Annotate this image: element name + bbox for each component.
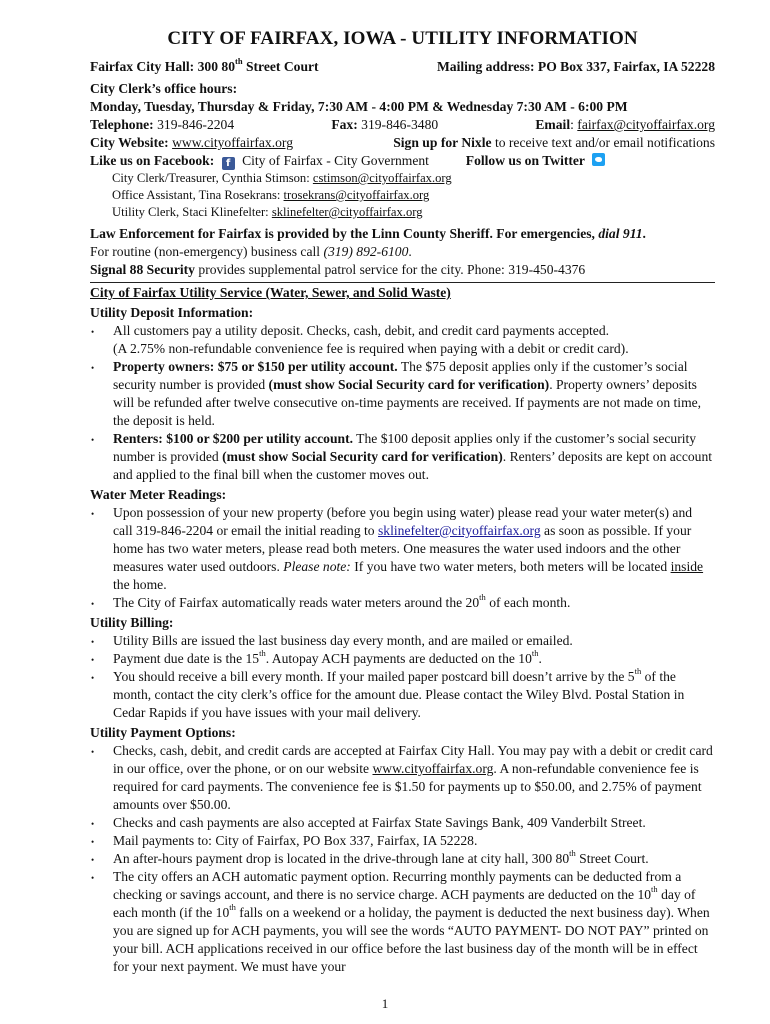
staff-item: Office Assistant, Tina Rosekrans: trosekrans@cityoffairfax.org <box>112 188 430 202</box>
nixle-signup: Sign up for Nixle <box>393 135 492 150</box>
list-item: • Mail payments to: City of Fairfax, PO Box 337, Fairfax, IA 52228. <box>90 832 715 850</box>
contact-row: Telephone: 319-846-2204 Fax: 319-846-3480 Email: fairfax@cityoffairfax.org <box>90 117 715 132</box>
page-number: 1 <box>381 996 389 1011</box>
payment-list <box>90 742 715 976</box>
billing-heading: Utility Billing: <box>90 615 174 630</box>
social-row: Like us on Facebook: f City of Fairfax - City Government Follow us on Twitter <box>90 152 715 170</box>
list-item: • Checks and cash payments are also accepted at Fairfax State Savings Bank, 409 Vanderbilt Street. <box>90 814 715 832</box>
staff-email-link[interactable]: cstimson@cityoffairfax.org <box>312 171 452 185</box>
website-row: City Website: www.cityoffairfax.org Sign up for Nixle to receive text and/or email notifications <box>90 135 715 150</box>
staff-list <box>90 170 715 221</box>
meter-heading: Water Meter Readings: <box>90 487 227 502</box>
list-item: • The city offers an ACH automatic payment option. Recurring monthly payments can be deducted from a checking or savings account, and there is no service charge. ACH payments are deducted on the 10th day of each month (if the 10th falls on a weekend or a holiday, the payment is deducted the next business day). When you are signed up for ACH payments, you will see the words “AUTO PAYMENT- DO NOT PAY” printed on your bill. ACH applications received in our office before the last business day of the month will be in effect for your next payment. We must have your <box>90 868 715 976</box>
telephone-number: 319-846-2204 <box>157 117 235 132</box>
list-item: • Utility Bills are issued the last business day every month, and are mailed or emailed. <box>90 632 715 650</box>
list-item: • Upon possession of your new property (before you begin using water) please read your water meter(s) and call 319-846-2204 or email the initial reading to sklinefelter@cityoffairfax.org as soon as possible. If your home has two water meters, please read both meters. One measures the water used indoors and the other measures water used outdoors. Please note: If you have two water meters, both meters will be located inside the home. <box>90 504 715 594</box>
document-page <box>90 28 715 976</box>
twitter-icon[interactable] <box>592 153 605 166</box>
meter-list <box>90 504 715 612</box>
list-item: • Payment due date is the 15th. Autopay ACH payments are deducted on the 10th. <box>90 650 715 668</box>
twitter-label: Follow us on Twitter <box>465 153 585 168</box>
deposit-heading: Utility Deposit Information: <box>90 305 254 320</box>
law-enforcement: Law Enforcement for Fairfax is provided by the Linn County Sheriff. For emergencies, dial 911. For routine (non-emergency) business call (319) 892-6100. Signal 88 Security provides supplemental patrol service for the city. Phone: 319-450-4376 <box>90 226 646 277</box>
list-item: • Property owners: $75 or $150 per utility account. The $75 deposit applies only if the customer’s social security number is provided (must show Social Security card for verification). Property owners’ deposits will be refunded after twelve consecutive on-time payments are received. If payments are not made on time, the deposit is held. <box>90 358 715 430</box>
service-heading: City of Fairfax Utility Service (Water, Sewer, and Solid Waste) <box>90 285 451 300</box>
office-hours-label: City Clerk’s office hours: <box>90 81 238 96</box>
mailing-address: Mailing address: PO Box 337, Fairfax, IA 52228 <box>436 59 715 74</box>
page-title: CITY OF FAIRFAX, IOWA - UTILITY INFORMATION <box>167 28 638 49</box>
office-hours-schedule: Monday, Tuesday, Thursday & Friday, 7:30 AM - 4:00 PM & Wednesday 7:30 AM - 6:00 PM <box>90 99 628 114</box>
list-item: • Checks, cash, debit, and credit cards are accepted at Fairfax City Hall. You may pay with a debit or credit card in our office, over the phone, or on our website www.cityoffairfax.org. A non-refundable convenience fee is required for card payments. The convenience fee is $1.50 for payments up to $50.00, and 2.75% of payment amounts over $50.00. <box>90 742 715 814</box>
payment-heading: Utility Payment Options: <box>90 725 236 740</box>
fax-number: 319-846-3480 <box>361 117 439 132</box>
facebook-page-name: City of Fairfax - City Government <box>242 153 429 168</box>
address-row <box>90 58 715 76</box>
staff-email-link[interactable]: trosekrans@cityoffairfax.org <box>283 188 430 202</box>
staff-item: Utility Clerk, Staci Klinefelter: sklinefelter@cityoffairfax.org <box>112 205 423 219</box>
list-item: • You should receive a bill every month. If your mailed paper postcard bill doesn’t arrive by the 5th of the month, contact the city clerk’s office for the amount due. Please contact the Wiley Blvd. Postal Station in Cedar Rapids if you have issues with your mail delivery. <box>90 668 715 722</box>
list-item: • An after-hours payment drop is located in the drive-through lane at city hall, 300 80th Street Court. <box>90 850 715 868</box>
website-link[interactable]: www.cityoffairfax.org <box>172 135 294 150</box>
staff-email-link[interactable]: sklinefelter@cityoffairfax.org <box>271 205 423 219</box>
facebook-icon[interactable]: f <box>222 157 235 170</box>
city-hall-address: Fairfax City Hall: 300 80th Street Court <box>90 56 319 74</box>
email-link[interactable]: fairfax@cityoffairfax.org <box>577 117 715 132</box>
list-item: • Renters: $100 or $200 per utility account. The $100 deposit applies only if the customer’s social security number is provided (must show Social Security card for verification). Renters’ deposits are kept on account and applied to the final bill when the customer moves out. <box>90 430 715 484</box>
divider <box>90 282 715 283</box>
utility-email-link[interactable]: sklinefelter@cityoffairfax.org <box>378 523 541 538</box>
list-item: • The City of Fairfax automatically reads water meters around the 20th of each month. <box>90 594 715 612</box>
deposit-list <box>90 322 715 484</box>
billing-list <box>90 632 715 722</box>
list-item: • All customers pay a utility deposit. Checks, cash, debit, and credit card payments accepted. (A 2.75% non-refundable convenience fee is required when paying with a debit or credit card). <box>90 322 715 358</box>
payment-website-link[interactable]: www.cityoffairfax.org <box>372 761 494 776</box>
staff-item: City Clerk/Treasurer, Cynthia Stimson: cstimson@cityoffairfax.org <box>112 171 452 185</box>
